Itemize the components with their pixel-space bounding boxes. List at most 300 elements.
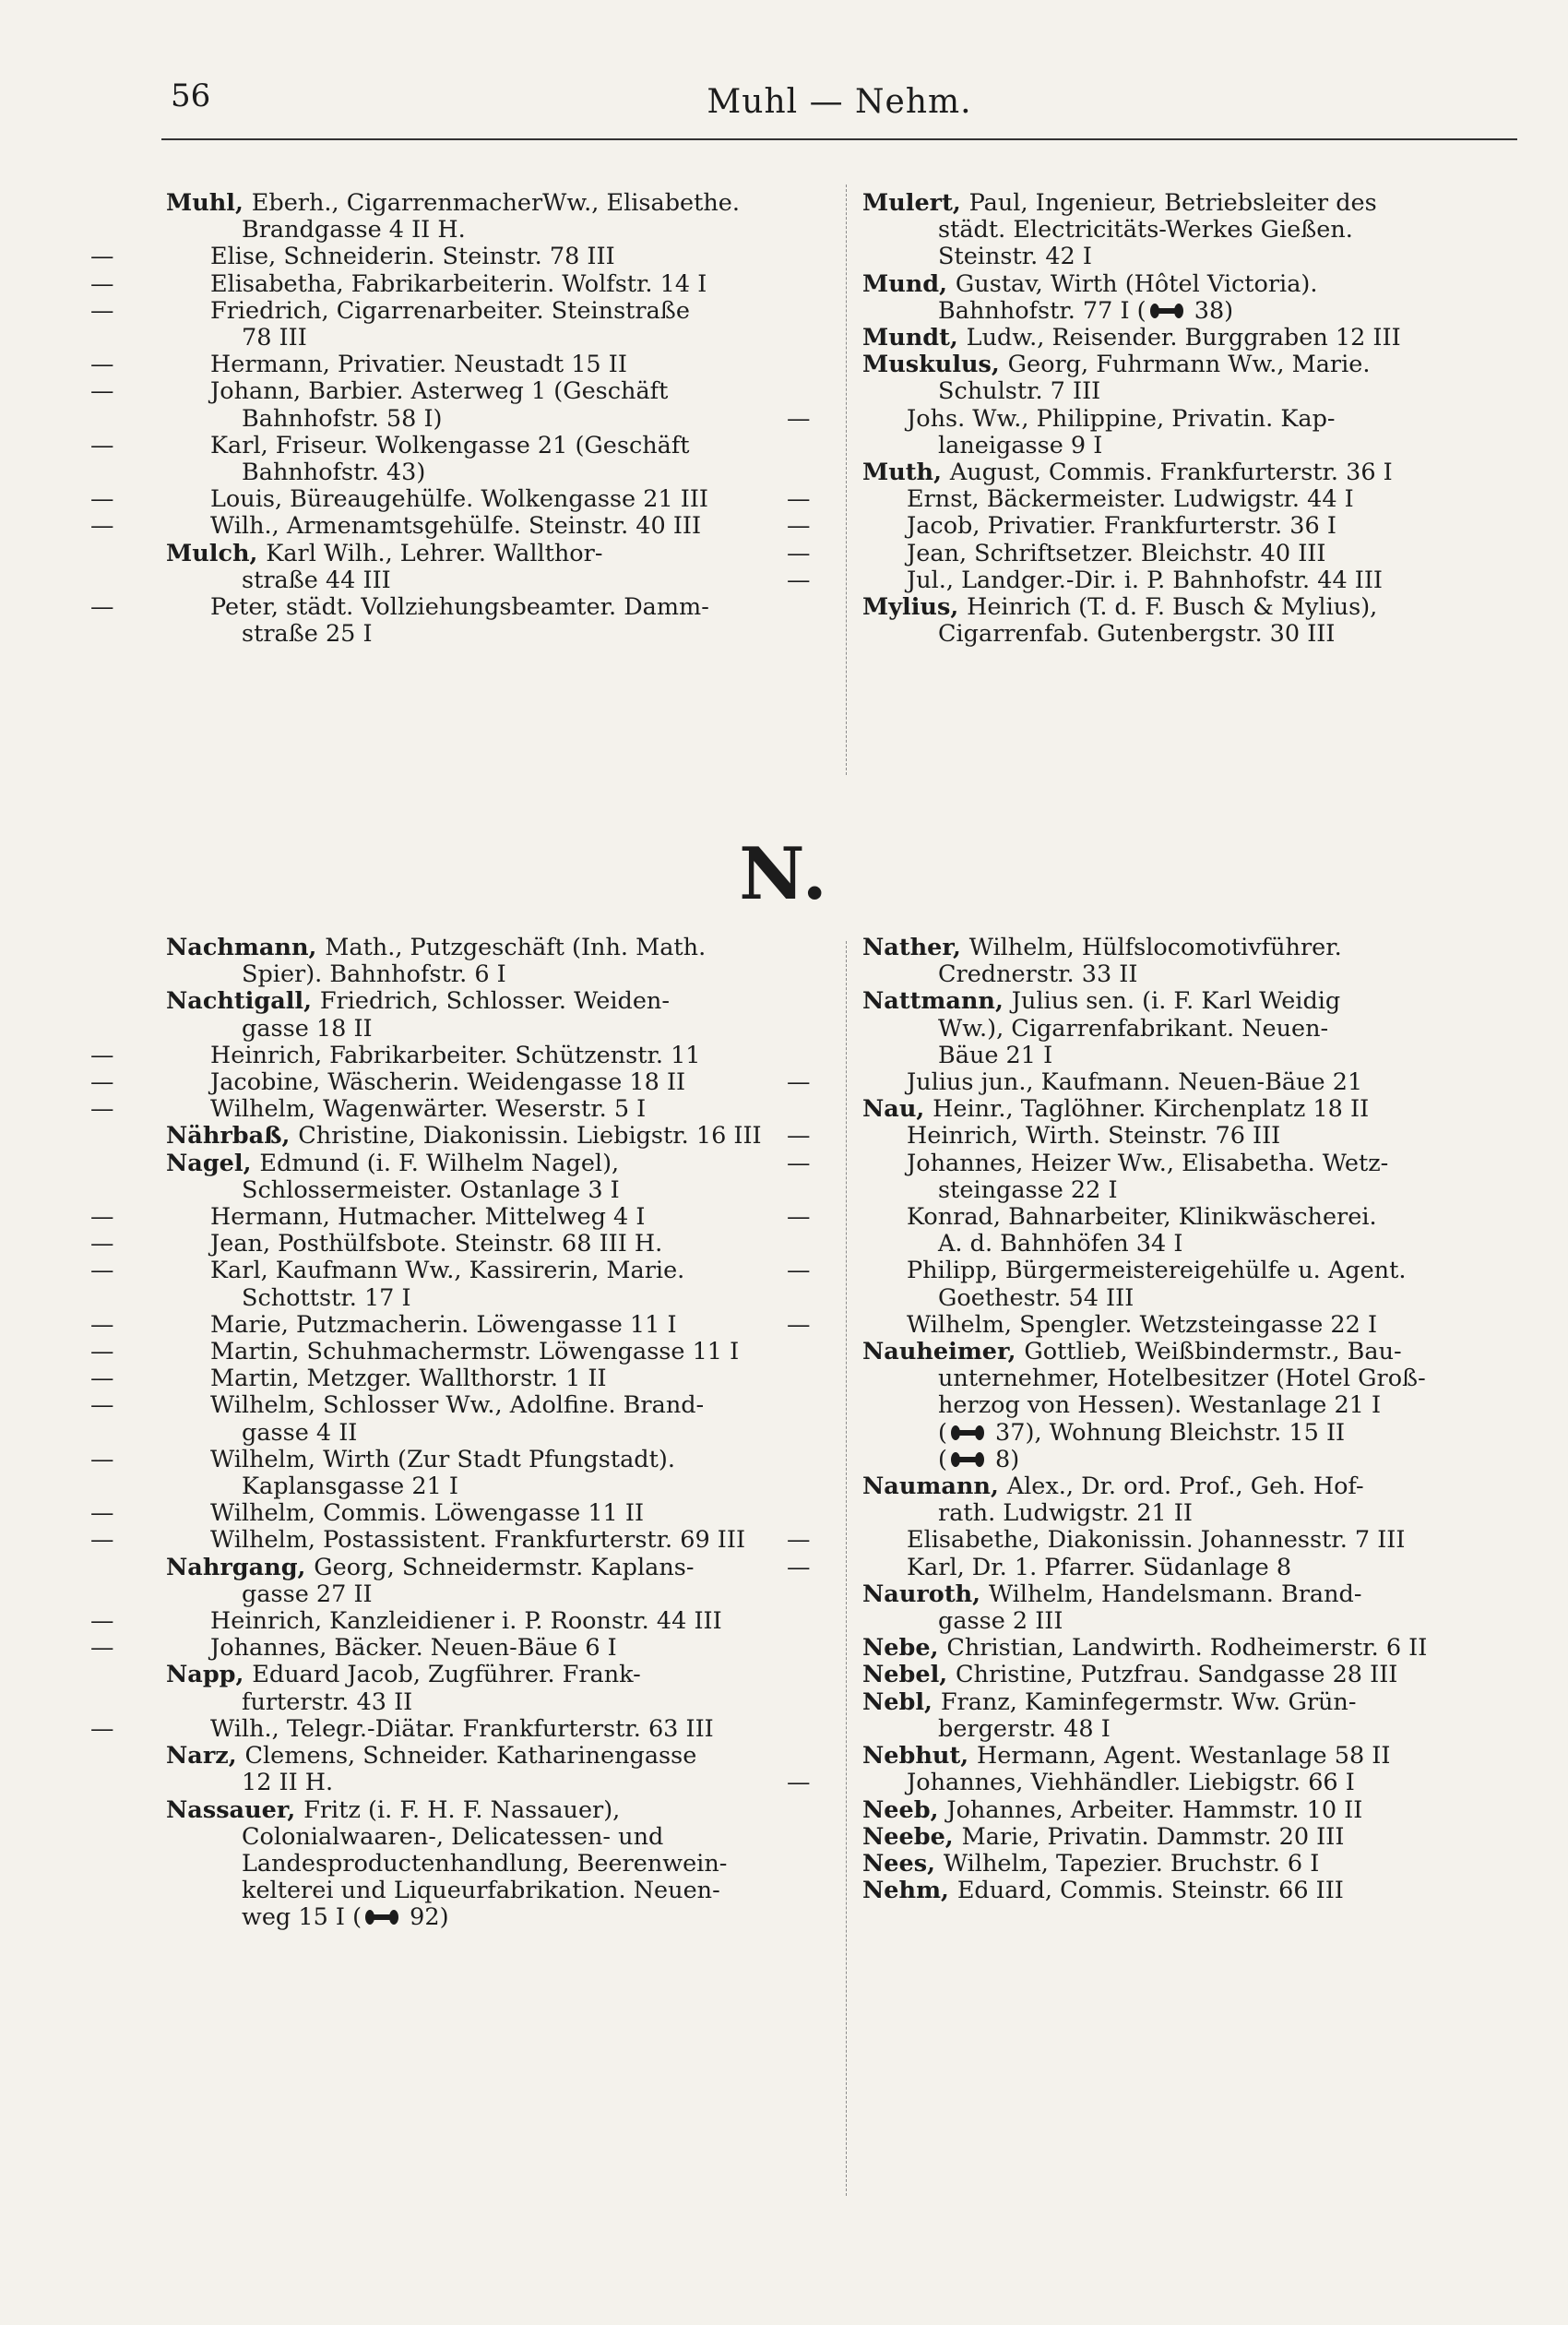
repeat-dash: — [90, 1526, 114, 1555]
directory-entry [166, 190, 812, 217]
directory-entry [166, 1555, 812, 1581]
repeat-dash: — [90, 1041, 114, 1069]
entry-text: Elisabethe, Diakonissin. Johannesstr. 7 III [907, 1526, 1406, 1555]
column-upper-left [90, 189, 812, 649]
entry-continuation [862, 1043, 1508, 1069]
repeat-dash: — [787, 539, 811, 567]
entry-continuation [862, 1608, 1508, 1635]
entry-continuation [862, 1285, 1508, 1312]
entry-text: Johannes, Heizer Ww., Elisabetha. Wetz- [907, 1149, 1389, 1177]
directory-entry [166, 1743, 812, 1770]
directory-entry [862, 1797, 1508, 1824]
directory-entry [787, 1526, 1508, 1555]
entry-continuation [862, 1177, 1508, 1204]
repeat-dash: — [787, 1203, 811, 1232]
entry-text: unternehmer, Hotelbesitzer (Hotel Groß- [938, 1365, 1426, 1393]
entry-continuation [166, 621, 812, 648]
entry-text: Wilhelm, Postassistent. Frankfurterstr. 69 III [210, 1526, 746, 1555]
repeat-dash: — [90, 1499, 114, 1528]
entry-text: Marie, Putzmacherin. Löwengasse 11 I [210, 1310, 677, 1339]
entry-text: Heinrich, Fabrikarbeiter. Schützenstr. 11 [210, 1041, 701, 1069]
directory-entry [862, 1743, 1508, 1770]
entry-text: Wilh., Telegr.-Diätar. Frankfurterstr. 63 III [210, 1714, 714, 1743]
entry-continuation [166, 961, 812, 988]
entry-text: städt. Electricitäts-Werkes Gießen. [938, 216, 1353, 244]
repeat-dash: — [787, 1149, 811, 1177]
entry-continuation [166, 325, 812, 352]
directory-entry [862, 190, 1508, 217]
column-upper-right [787, 189, 1508, 649]
entry-surname: Napp, [166, 1661, 253, 1689]
directory-entry [787, 1149, 1508, 1177]
entry-text: Kaplansgasse 21 I [242, 1472, 458, 1501]
page-header [161, 72, 1517, 137]
entry-text: Clemens, Schneider. Katharinengasse [244, 1742, 697, 1771]
entry-phone-number: 8) [987, 1445, 1020, 1473]
entry-text: Wilhelm, Hülfslocomotivführer. [968, 934, 1342, 961]
entry-surname: Nau, [862, 1095, 933, 1124]
entry-text: Edmund (i. F. Wilhelm Nagel), [259, 1149, 620, 1177]
entry-continuation [166, 1420, 812, 1447]
entry-text: Wilhelm, Handelsmann. Brand- [988, 1580, 1362, 1608]
entry-surname: Mund, [862, 269, 956, 298]
entry-surname: Naumann, [862, 1472, 1007, 1501]
entry-text: Ludw., Reisender. Burggraben 12 III [966, 324, 1401, 352]
repeat-dash: — [90, 351, 114, 379]
entry-continuation [862, 298, 1508, 325]
entry-text: Georg, Fuhrmann Ww., Marie. [1007, 351, 1371, 379]
repeat-dash: — [90, 1230, 114, 1258]
directory-entry [862, 1581, 1508, 1608]
repeat-dash: — [90, 1257, 114, 1285]
entry-continuation [862, 1420, 1508, 1447]
directory-entry [90, 377, 812, 406]
entry-surname: Nattmann, [862, 987, 1012, 1016]
repeat-dash: — [90, 1203, 114, 1232]
directory-entry [862, 935, 1508, 961]
telephone-receiver-icon [949, 1450, 986, 1469]
entry-text: Colonialwaaren-, Delicatessen- und [242, 1822, 664, 1851]
entry-text: Jacob, Privatier. Frankfurterstr. 36 I [907, 512, 1336, 541]
directory-entry [787, 1769, 1508, 1797]
entry-surname: Nebe, [862, 1634, 947, 1663]
directory-entry [862, 352, 1508, 378]
entry-text: Hermann, Hutmacher. Mittelweg 4 I [210, 1203, 646, 1232]
entry-continuation [166, 1016, 812, 1043]
entry-surname: Nahrgang, [166, 1553, 315, 1581]
entry-text: Jean, Posthülfsbote. Steinstr. 68 III H. [210, 1230, 663, 1258]
directory-entry [166, 541, 812, 567]
entry-text: Friedrich, Schlosser. Weiden- [319, 987, 670, 1016]
entry-text: Math., Putzgeschäft (Inh. Math. [325, 934, 707, 961]
entry-surname: Muskulus, [862, 351, 1008, 379]
entry-text: Julius jun., Kaufmann. Neuen-Bäue 21 [907, 1068, 1363, 1097]
entry-text: steingasse 22 I [938, 1175, 1118, 1204]
directory-entry [90, 1203, 812, 1232]
entry-text: Brandgasse 4 II H. [242, 216, 466, 244]
repeat-dash: — [90, 593, 114, 622]
entry-surname: Narz, [166, 1742, 245, 1771]
repeat-dash: — [90, 1095, 114, 1124]
entry-text: Alex., Dr. ord. Prof., Geh. Hof- [1006, 1472, 1364, 1501]
repeat-dash: — [90, 512, 114, 541]
entry-text: Wilhelm, Schlosser Ww., Adolfine. Brand- [210, 1391, 705, 1420]
entry-text: Johannes, Bäcker. Neuen-Bäue 6 I [210, 1634, 617, 1663]
entry-surname: Nebhut, [862, 1742, 977, 1771]
telephone-receiver-icon [949, 1424, 986, 1442]
entry-continuation [166, 217, 812, 244]
entry-text: Georg, Schneidermstr. Kaplans- [314, 1553, 695, 1581]
entry-continuation [862, 1365, 1508, 1392]
repeat-dash: — [90, 1391, 114, 1420]
directory-entry [90, 1634, 812, 1663]
entry-surname: Neebe, [862, 1822, 962, 1851]
entry-text: A. d. Bahnhöfen 34 I [938, 1230, 1183, 1258]
entry-text: gasse 2 III [938, 1607, 1063, 1636]
directory-entry [90, 1607, 812, 1636]
repeat-dash: — [787, 1068, 811, 1097]
entry-text: Johann, Barbier. Asterweg 1 (Geschäft [210, 377, 669, 406]
header-rule [161, 138, 1517, 140]
entry-text: Eduard, Commis. Steinstr. 66 III [956, 1877, 1344, 1905]
entry-text: Karl, Friseur. Wolkengasse 21 (Geschäft [210, 431, 690, 459]
directory-entry [90, 1445, 812, 1473]
directory-entry [787, 1257, 1508, 1285]
column-lower-right [787, 934, 1508, 1905]
column-divider-upper [846, 185, 847, 775]
entry-phone-number: 37), Wohnung Bleichstr. 15 II [987, 1418, 1346, 1447]
directory-entry [90, 512, 812, 541]
entry-continuation [862, 1500, 1508, 1527]
directory-entry [787, 1122, 1508, 1151]
entry-continuation [166, 1878, 812, 1904]
entry-text: rath. Ludwigstr. 21 II [938, 1499, 1193, 1528]
repeat-dash: — [90, 296, 114, 325]
entry-text: Marie, Privatin. Dammstr. 20 III [961, 1822, 1345, 1851]
entry-text: Ernst, Bäckermeister. Ludwigstr. 44 I [907, 485, 1354, 514]
directory-entry [787, 1310, 1508, 1339]
entry-continuation [166, 1689, 812, 1716]
entry-text: Johannes, Viehhändler. Liebigstr. 66 I [907, 1769, 1355, 1797]
entry-text: Philipp, Bürgermeistereigehülfe u. Agent. [907, 1257, 1407, 1285]
repeat-dash: — [90, 269, 114, 298]
entry-text: Crednerstr. 33 II [938, 960, 1138, 989]
directory-entry [90, 1230, 812, 1258]
entry-text: Hermann, Privatier. Neustadt 15 II [210, 351, 627, 379]
directory-entry [862, 1824, 1508, 1851]
entry-text: Schottstr. 17 I [242, 1283, 411, 1312]
entry-text: ( [938, 1418, 947, 1447]
directory-entry [787, 566, 1508, 594]
entry-text: Karl, Kaufmann Ww., Kassirerin, Marie. [210, 1257, 685, 1285]
entry-text: Steinstr. 42 I [938, 243, 1092, 271]
directory-entry [90, 485, 812, 514]
entry-text: Jacobine, Wäscherin. Weidengasse 18 II [210, 1068, 686, 1097]
entry-continuation [862, 1392, 1508, 1419]
entry-text: Christine, Diakonissin. Liebigstr. 16 III [298, 1122, 762, 1151]
entry-continuation [166, 1824, 812, 1851]
repeat-dash: — [90, 377, 114, 406]
entry-continuation [166, 1581, 812, 1608]
entry-text: Christian, Landwirth. Rodheimerstr. 6 II [946, 1634, 1428, 1663]
entry-surname: Nauheimer, [862, 1338, 1025, 1366]
entry-surname: Mulert, [862, 189, 969, 217]
entry-continuation [166, 1473, 812, 1500]
directory-entry [166, 988, 812, 1015]
entry-text: Wilhelm, Wagenwärter. Weserstr. 5 I [210, 1095, 647, 1124]
entry-text: Bahnhofstr. 43) [242, 459, 426, 487]
directory-entry [90, 1257, 812, 1285]
entry-text: herzog von Hessen). Westanlage 21 I [938, 1391, 1382, 1420]
entry-text: Wilhelm, Tapezier. Bruchstr. 6 I [943, 1849, 1320, 1878]
entry-text: Ww.), Cigarrenfabrikant. Neuen- [938, 1014, 1329, 1043]
entry-continuation [862, 1716, 1508, 1743]
directory-entry [862, 1096, 1508, 1123]
directory-entry [90, 1714, 812, 1743]
directory-entry [787, 512, 1508, 541]
entry-text: Schlossermeister. Ostanlage 3 I [242, 1175, 620, 1204]
entry-surname: Nachmann, [166, 934, 326, 961]
entry-text: straße 44 III [242, 566, 391, 594]
entry-continuation [862, 1231, 1508, 1258]
entry-text: Karl Wilh., Lehrer. Wallthor- [266, 539, 603, 567]
directory-entry [166, 935, 812, 961]
directory-entry [862, 459, 1508, 486]
entry-text: Eduard Jacob, Zugführer. Frank- [252, 1661, 641, 1689]
entry-text: August, Commis. Frankfurterstr. 36 I [949, 459, 1393, 487]
entry-continuation [166, 1851, 812, 1878]
directory-entry [862, 1689, 1508, 1716]
directory-entry [90, 1310, 812, 1339]
telephone-receiver-icon [363, 1908, 400, 1926]
entry-continuation [862, 621, 1508, 648]
entry-text: Heinrich (T. d. F. Busch & Mylius), [967, 593, 1378, 622]
directory-entry [90, 1365, 812, 1393]
repeat-dash: — [90, 1607, 114, 1636]
entry-text: Jean, Schriftsetzer. Bleichstr. 40 III [907, 539, 1326, 567]
repeat-dash: — [787, 485, 811, 514]
repeat-dash: — [787, 1310, 811, 1339]
entry-continuation [862, 961, 1508, 988]
column-divider-lower [846, 941, 847, 2196]
entry-text: Jul., Landger.-Dir. i. P. Bahnhofstr. 44 III [907, 566, 1384, 594]
directory-entry [862, 1851, 1508, 1878]
entry-text: Hermann, Agent. Westanlage 58 II [976, 1742, 1391, 1771]
repeat-dash: — [90, 243, 114, 271]
repeat-dash: — [90, 1365, 114, 1393]
telephone-receiver-icon [1148, 302, 1185, 320]
entry-continuation [166, 459, 812, 486]
directory-entry [787, 404, 1508, 433]
entry-text: Bäue 21 I [938, 1041, 1053, 1069]
entry-continuation [166, 1770, 812, 1796]
directory-entry [787, 1203, 1508, 1232]
entry-continuation [862, 1447, 1508, 1473]
repeat-dash: — [787, 1526, 811, 1555]
entry-text: laneigasse 9 I [938, 431, 1103, 459]
entry-text: Louis, Büreaugehülfe. Wolkengasse 21 III [210, 485, 709, 514]
entry-surname: Nees, [862, 1849, 944, 1878]
running-head: Muhl — Nehm. [707, 83, 972, 121]
entry-continuation [166, 406, 812, 433]
repeat-dash: — [90, 1310, 114, 1339]
entry-text: 78 III [242, 324, 307, 352]
directory-entry [862, 1635, 1508, 1662]
entry-text: Schulstr. 7 III [938, 377, 1101, 406]
entry-text: kelterei und Liqueurfabrikation. Neuen- [242, 1877, 720, 1905]
repeat-dash: — [787, 566, 811, 594]
entry-text: weg 15 I ( [242, 1903, 362, 1932]
entry-text: Goethestr. 54 III [938, 1283, 1134, 1312]
entry-surname: Nagel, [166, 1149, 260, 1177]
repeat-dash: — [787, 512, 811, 541]
entry-text: gasse 4 II [242, 1418, 358, 1447]
directory-entry [787, 1068, 1508, 1097]
repeat-dash: — [787, 404, 811, 433]
entry-surname: Nather, [862, 934, 969, 961]
entry-text: straße 25 I [242, 620, 373, 649]
directory-entry [862, 1662, 1508, 1688]
directory-entry [90, 1068, 812, 1097]
entry-text: Christine, Putzfrau. Sandgasse 28 III [956, 1661, 1398, 1689]
entry-text: Cigarrenfab. Gutenbergstr. 30 III [938, 620, 1336, 649]
entry-text: Bahnhofstr. 77 I ( [938, 296, 1146, 325]
entry-text: Karl, Dr. 1. Pfarrer. Südanlage 8 [907, 1553, 1292, 1581]
repeat-dash: — [787, 1257, 811, 1285]
repeat-dash: — [90, 1714, 114, 1743]
repeat-dash: — [90, 1445, 114, 1473]
entry-text: Bahnhofstr. 58 I) [242, 404, 443, 433]
directory-entry [862, 1339, 1508, 1365]
entry-continuation [862, 378, 1508, 405]
entry-text: Konrad, Bahnarbeiter, Klinikwäscherei. [907, 1203, 1377, 1232]
entry-continuation [166, 1177, 812, 1204]
directory-entry [90, 243, 812, 271]
directory-entry [862, 988, 1508, 1015]
entry-text: Wilhelm, Spengler. Wetzsteingasse 22 I [907, 1310, 1378, 1339]
section-letter: N. [739, 832, 829, 916]
directory-entry [862, 325, 1508, 352]
entry-surname: Nebel, [862, 1661, 956, 1689]
entry-text: Fritz (i. F. H. F. Nassauer), [303, 1795, 621, 1824]
entry-text: furterstr. 43 II [242, 1687, 413, 1716]
entry-surname: Nauroth, [862, 1580, 989, 1608]
directory-entry [90, 431, 812, 459]
entry-text: Heinr., Taglöhner. Kirchenplatz 18 II [932, 1095, 1370, 1124]
entry-text: Gustav, Wirth (Hôtel Victoria). [955, 269, 1318, 298]
entry-continuation [862, 244, 1508, 270]
entry-text: Elise, Schneiderin. Steinstr. 78 III [210, 243, 615, 271]
directory-entry [90, 1499, 812, 1528]
entry-surname: Neeb, [862, 1795, 947, 1824]
entry-text: Johannes, Arbeiter. Hammstr. 10 II [946, 1795, 1363, 1824]
entry-phone-number: 38) [1186, 296, 1234, 325]
entry-continuation [862, 1016, 1508, 1043]
directory-entry [90, 1526, 812, 1555]
directory-entry [90, 1391, 812, 1420]
entry-text: Wilhelm, Wirth (Zur Stadt Pfungstadt). [210, 1445, 675, 1473]
directory-entry [166, 1662, 812, 1688]
directory-entry [166, 1123, 812, 1150]
entry-text: Friedrich, Cigarrenarbeiter. Steinstraße [210, 296, 690, 325]
entry-text: Martin, Schuhmachermstr. Löwengasse 11 I [210, 1338, 740, 1366]
column-lower-left [90, 934, 812, 1932]
entry-continuation [862, 433, 1508, 459]
directory-entry [862, 1878, 1508, 1904]
entry-text: Eberh., CigarrenmacherWw., Elisabethe. [251, 189, 740, 217]
entry-surname: Nehm, [862, 1877, 957, 1905]
entry-text: Heinrich, Kanzleidiener i. P. Roonstr. 44 III [210, 1607, 722, 1636]
entry-continuation [166, 1285, 812, 1312]
directory-entry [787, 539, 1508, 567]
entry-surname: Mylius, [862, 593, 968, 622]
entry-surname: Nachtigall, [166, 987, 320, 1016]
entry-text: gasse 27 II [242, 1580, 373, 1608]
entry-text: Spier). Bahnhofstr. 6 I [242, 960, 506, 989]
entry-text: Gottlieb, Weißbindermstr., Bau- [1024, 1338, 1402, 1366]
entry-continuation [862, 217, 1508, 244]
directory-entry [166, 1797, 812, 1824]
entry-surname: Nassauer, [166, 1795, 304, 1824]
page-number: 56 [171, 78, 211, 114]
entry-text: Heinrich, Wirth. Steinstr. 76 III [907, 1122, 1281, 1151]
entry-text: 12 II H. [242, 1769, 334, 1797]
repeat-dash: — [90, 1634, 114, 1663]
directory-entry [90, 593, 812, 622]
directory-entry [90, 269, 812, 298]
directory-entry [90, 1338, 812, 1366]
entry-text: Peter, städt. Vollziehungsbeamter. Damm- [210, 593, 709, 622]
entry-text: ( [938, 1445, 947, 1473]
entry-phone-number: 92) [402, 1903, 449, 1932]
entry-surname: Mundt, [862, 324, 967, 352]
directory-entry [166, 1151, 812, 1177]
entry-surname: Nährbaß, [166, 1122, 299, 1151]
repeat-dash: — [90, 1068, 114, 1097]
repeat-dash: — [90, 1338, 114, 1366]
directory-entry [787, 1553, 1508, 1581]
directory-entry [90, 296, 812, 325]
entry-text: Wilhelm, Commis. Löwengasse 11 II [210, 1499, 645, 1528]
entry-text: Franz, Kaminfegermstr. Ww. Grün- [940, 1687, 1357, 1716]
repeat-dash: — [90, 431, 114, 459]
directory-entry [787, 485, 1508, 514]
directory-entry [90, 351, 812, 379]
entry-surname: Nebl, [862, 1687, 941, 1716]
entry-text: Wilh., Armenamtsgehülfe. Steinstr. 40 III [210, 512, 702, 541]
entry-text: gasse 18 II [242, 1014, 373, 1043]
entry-surname: Muhl, [166, 189, 252, 217]
entry-text: bergerstr. 48 I [938, 1714, 1111, 1743]
entry-text: Julius sen. (i. F. Karl Weidig [1011, 987, 1341, 1016]
directory-entry [90, 1041, 812, 1069]
entry-text: Landesproductenhandlung, Beerenwein- [242, 1849, 728, 1878]
entry-text: Martin, Metzger. Wallthorstr. 1 II [210, 1365, 607, 1393]
repeat-dash: — [787, 1553, 811, 1581]
repeat-dash: — [90, 485, 114, 514]
directory-entry [862, 271, 1508, 298]
repeat-dash: — [787, 1769, 811, 1797]
entry-surname: Mulch, [166, 539, 267, 567]
directory-entry [862, 1473, 1508, 1500]
entry-surname: Muth, [862, 459, 950, 487]
repeat-dash: — [787, 1122, 811, 1151]
entry-continuation [166, 1904, 812, 1931]
entry-text: Johs. Ww., Philippine, Privatin. Kap- [907, 404, 1336, 433]
directory-entry [90, 1095, 812, 1124]
entry-continuation [166, 567, 812, 594]
entry-text: Elisabetha, Fabrikarbeiterin. Wolfstr. 14 I [210, 269, 707, 298]
